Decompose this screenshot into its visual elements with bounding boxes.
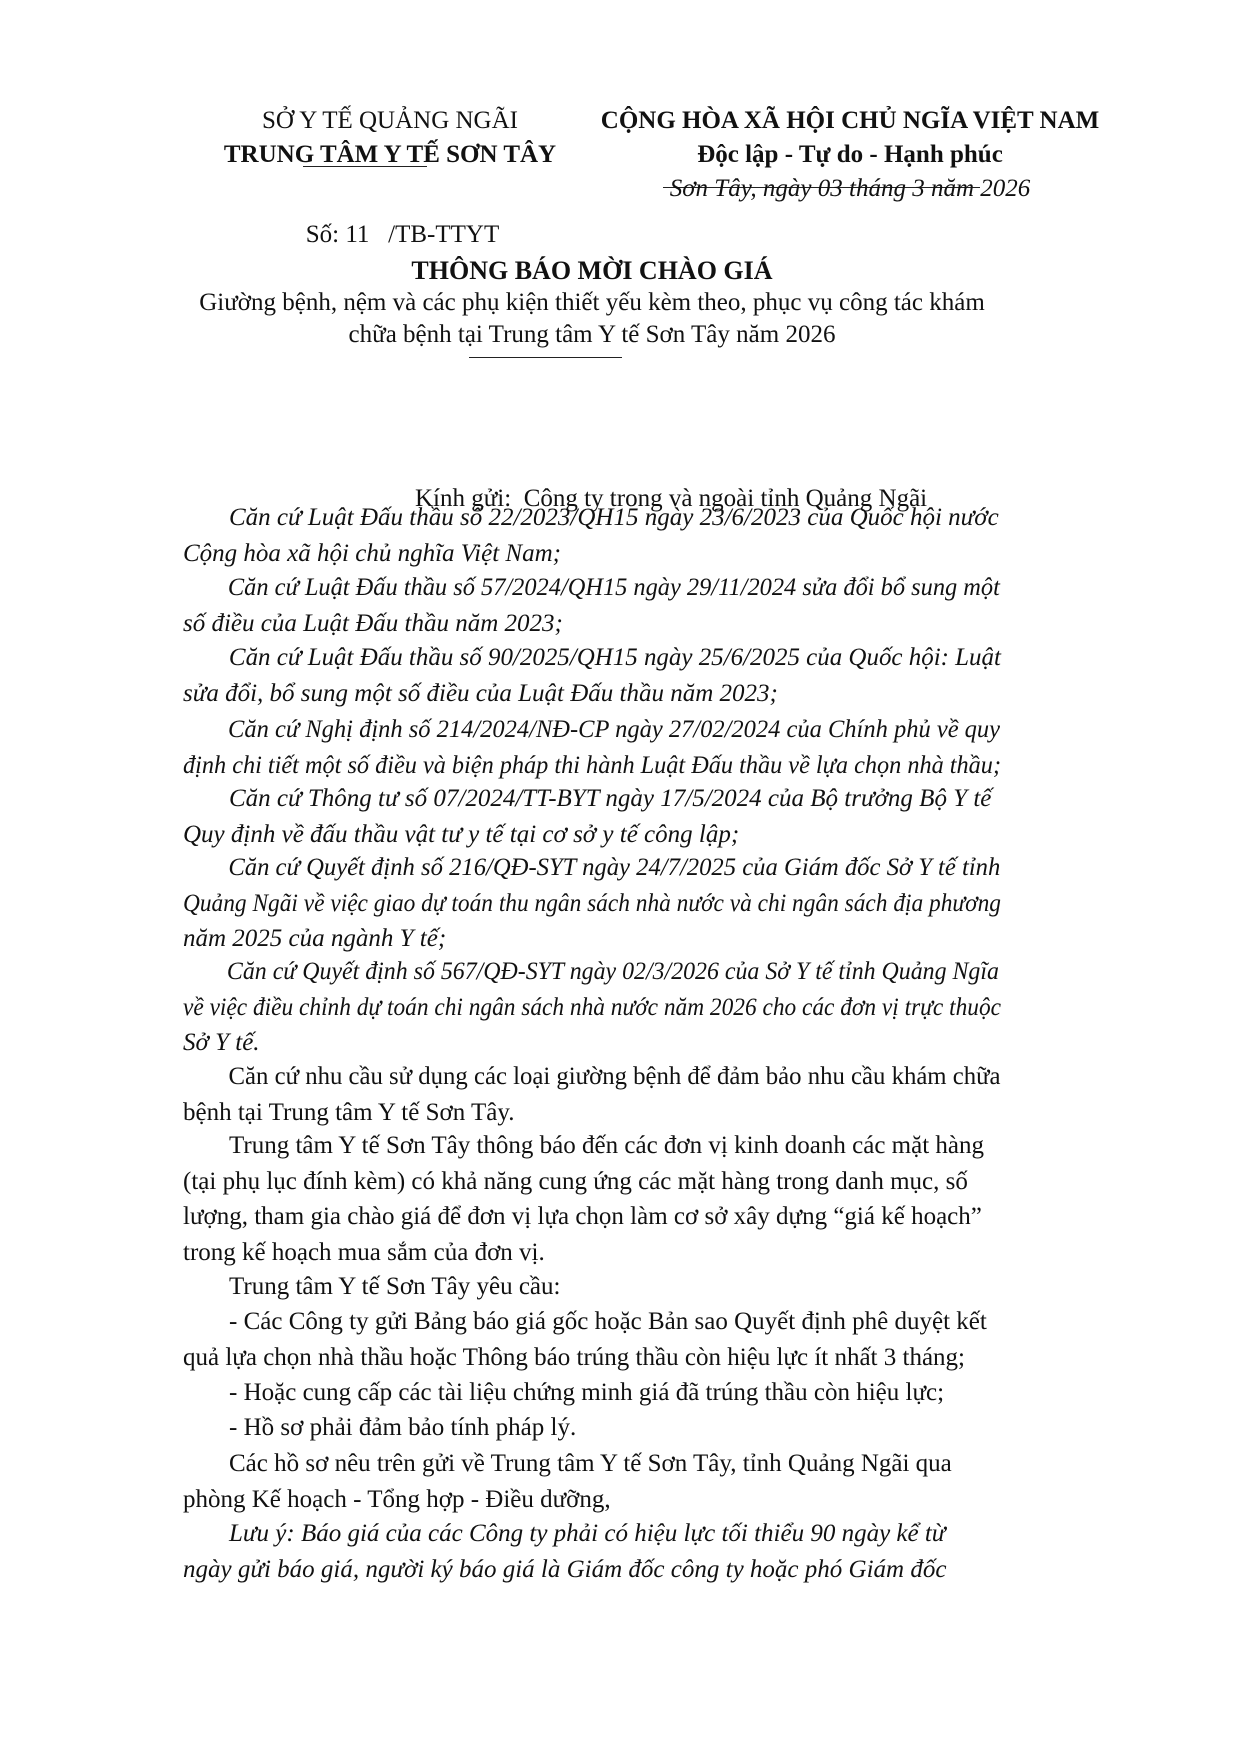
legal-basis-6-line1: Căn cứ Quyết định số 216/QĐ-SYT ngày 24/7/2025 của Giám đốc Sở Y tế tỉnh — [228, 854, 1001, 881]
legal-basis-1 — [183, 500, 1001, 571]
notice-line3: lượng, tham gia chào giá để đơn vị lựa chọn làm cơ sở xây dựng “giá kế hoạch” — [183, 1203, 982, 1230]
legal-basis-1-line2: Cộng hòa xã hội chủ nghĩa Việt Nam; — [183, 539, 561, 567]
requirement-3-text: - Hồ sơ phải đảm bảo tính pháp lý. — [229, 1414, 577, 1441]
country-name — [560, 104, 1140, 138]
notice-line1: Trung tâm Y tế Sơn Tây thông báo đến các đơn vị kinh doanh các mặt hàng — [229, 1132, 984, 1159]
legal-basis-6-line3: năm 2025 của ngành Y tế; — [183, 925, 447, 952]
legal-basis-4-line2: định chi tiết một số điều và biện pháp thi hành Luật Đấu thầu về lựa chọn nhà thầu; — [183, 751, 1002, 779]
motto-text: Độc lập - Tự do - Hạnh phúc — [697, 141, 1003, 168]
requirement-1-line1: - Các Công ty gửi Bảng báo giá gốc hoặc Bản sao Quyết định phê duyệt kết — [229, 1308, 987, 1335]
document-subtitle-line2 — [170, 318, 1014, 351]
legal-basis-7-line3: Sở Y tế. — [183, 1029, 260, 1056]
legal-basis-5-line2: Quy định về đấu thầu vật tư y tế tại cơ sở y tế công lập; — [183, 820, 740, 848]
subtitle-line1-text: Giường bệnh, nệm và các phụ kiện thiết yếu kèm theo, phục vụ công tác khám — [199, 289, 985, 316]
notice-line2: (tại phụ lục đính kèm) có khả năng cung ứng các mặt hàng trong danh mục, số — [183, 1167, 968, 1195]
legal-basis-3-line2: sửa đổi, bổ sung một số điều của Luật Đấu thầu năm 2023; — [183, 679, 778, 707]
legal-basis-2-line2: số điều của Luật Đấu thầu năm 2023; — [183, 609, 563, 637]
requirement-1 — [183, 1304, 1001, 1375]
need-paragraph — [183, 1059, 1001, 1130]
agency-text: SỞ Y TẾ QUẢNG NGÃI — [261, 107, 518, 134]
title-underline — [469, 357, 622, 358]
need-line2: bệnh tại Trung tâm Y tế Sơn Tây. — [183, 1098, 515, 1126]
submission-line2: phòng Kế hoạch - Tổng hợp - Điều dưỡng, — [183, 1485, 611, 1513]
legal-basis-6-line2: Quảng Ngãi về việc giao dự toán thu ngân sách nhà nước và chi ngân sách địa phương — [183, 889, 1001, 917]
national-motto — [560, 138, 1140, 172]
subtitle-line2-text: chữa bệnh tại Trung tâm Y tế Sơn Tây năm 2026 — [348, 321, 836, 348]
legal-basis-7-line2: về việc điều chỉnh dự toán chi ngân sách nhà nước năm 2026 cho các đơn vị trực thuộc — [183, 993, 1002, 1021]
requirement-3 — [183, 1410, 1001, 1446]
note-line1: Lưu ý: Báo giá của các Công ty phải có hiệu lực tối thiểu 90 ngày kể từ — [229, 1520, 946, 1547]
agency-name — [190, 104, 590, 138]
need-line1: Căn cứ nhu cầu sử dụng các loại giường bệnh để đảm bảo nhu cầu khám chữa — [228, 1063, 1001, 1090]
place-date-text: Sơn Tây, ngày 03 tháng 3 năm 2026 — [669, 175, 1031, 202]
place-date — [560, 172, 1140, 206]
legal-basis-3-line1: Căn cứ Luật Đấu thầu số 90/2025/QH15 ngày 25/6/2025 của Quốc hội: Luật — [228, 644, 1001, 671]
title-text: THÔNG BÁO MỜI CHÀO GIÁ — [411, 256, 773, 285]
legal-basis-1-line1: Căn cứ Luật Đấu thầu số 22/2023/QH15 ngày 23/6/2023 của Quốc hội nước — [229, 504, 999, 531]
requirement-2 — [183, 1375, 1001, 1411]
requirements-intro — [183, 1269, 1001, 1305]
document-title — [183, 254, 1001, 288]
legal-basis-5-line1: Căn cứ Thông tư số 07/2024/TT-BYT ngày 17/5/2024 của Bộ trưởng Bộ Y tế — [229, 785, 992, 812]
legal-basis-5 — [183, 781, 1001, 852]
legal-basis-3 — [183, 640, 1001, 711]
document-number-text: Số: 11 /TB-TTYT — [305, 221, 500, 248]
note-paragraph — [183, 1516, 1001, 1587]
legal-basis-4 — [183, 712, 1001, 783]
unit-underline — [303, 166, 427, 167]
legal-basis-7 — [183, 954, 1001, 1061]
requirement-1-line2: quả lựa chọn nhà thầu hoặc Thông báo trúng thầu còn hiệu lực ít nhất 3 tháng; — [183, 1343, 965, 1371]
note-line2: ngày gửi báo giá, người ký báo giá là Giám đốc công ty hoặc phó Giám đốc — [183, 1555, 947, 1583]
submission-paragraph — [183, 1446, 1001, 1517]
legal-basis-2 — [183, 570, 1001, 641]
legal-basis-2-line1: Căn cứ Luật Đấu thầu số 57/2024/QH15 ngày 29/11/2024 sửa đổi bổ sung một — [227, 574, 1000, 601]
legal-basis-6 — [183, 850, 1001, 957]
unit-text: TRUNG TÂM Y TẾ SƠN TÂY — [223, 141, 557, 168]
submission-line1: Các hồ sơ nêu trên gửi về Trung tâm Y tế Sơn Tây, tỉnh Quảng Ngãi qua — [229, 1450, 952, 1477]
document-subtitle-line1 — [170, 286, 1014, 319]
country-text: CỘNG HÒA XÃ HỘI CHỦ NGĨA VIỆT NAM — [600, 107, 1100, 134]
recipient-text: Kính gửi: Công ty trong và ngoài tỉnh Quảng Ngãi — [415, 485, 928, 512]
legal-basis-4-line1: Căn cứ Nghị định số 214/2024/NĐ-CP ngày 27/02/2024 của Chính phủ về quy — [228, 716, 1001, 743]
notice-paragraph — [183, 1128, 1001, 1270]
requirement-2-text: - Hoặc cung cấp các tài liệu chứng minh giá đã trúng thầu còn hiệu lực; — [229, 1379, 945, 1406]
legal-basis-7-line1: Căn cứ Quyết định số 567/QĐ-SYT ngày 02/3/2026 của Sở Y tế tỉnh Quảng Ngĩa — [226, 958, 999, 985]
requirements-intro-text: Trung tâm Y tế Sơn Tây yêu cầu: — [229, 1273, 561, 1300]
notice-line4: trong kế hoạch mua sắm của đơn vị. — [183, 1238, 545, 1266]
